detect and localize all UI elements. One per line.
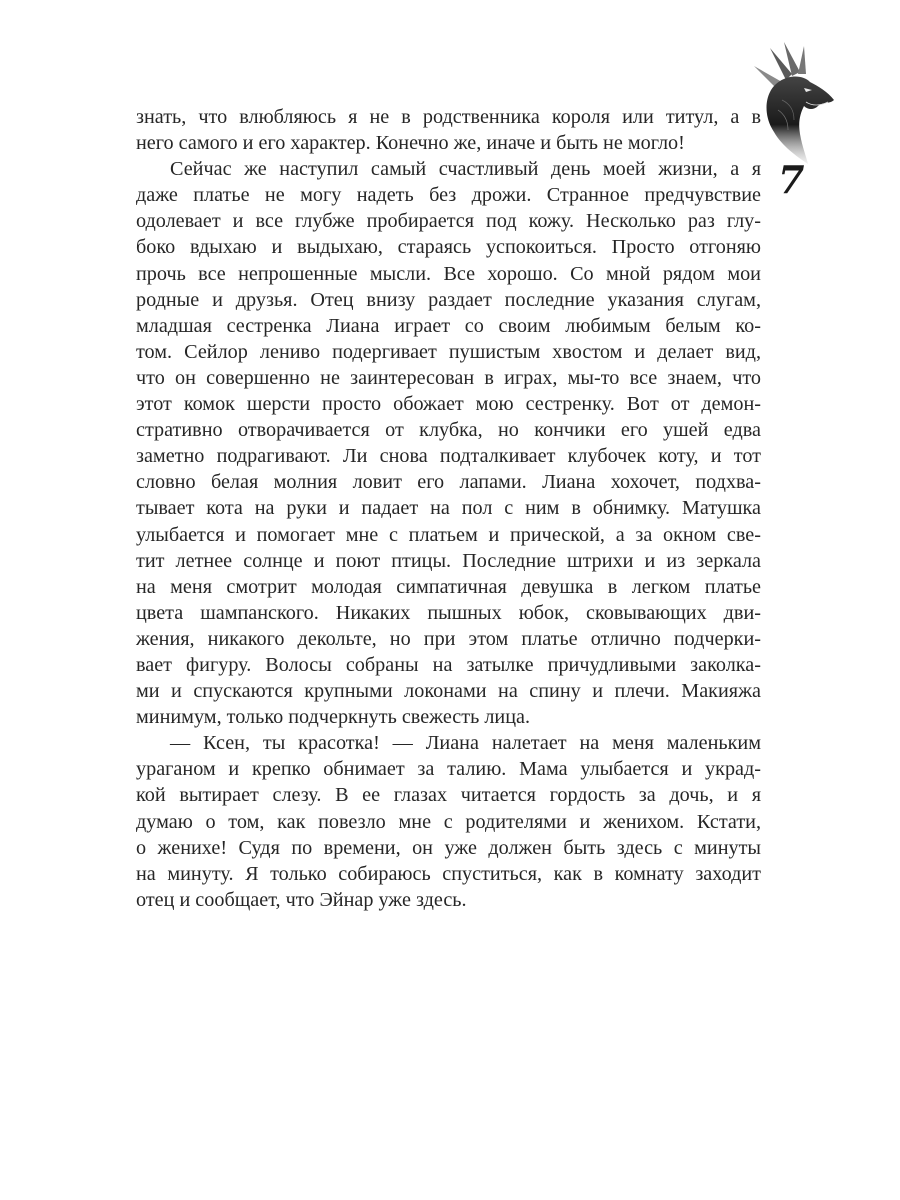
text-line: тит летнее солнце и поют птицы. Последние штрихи и из зеркала bbox=[136, 549, 761, 572]
text-line: думаю о том, как повезло мне с родителями и женихом. Кстати, bbox=[136, 810, 761, 833]
text-line: жения, никакого декольте, но при этом платье отлично подчерки- bbox=[136, 627, 761, 650]
text-line: о женихе! Судя по времени, он уже должен быть здесь с минуты bbox=[136, 836, 761, 859]
text-line: младшая сестренка Лиана играет со своим любимым белым ко- bbox=[136, 314, 761, 337]
text-line: отец и сообщает, что Эйнар уже здесь. bbox=[136, 888, 467, 911]
text-line: прочь все непрошенные мысли. Все хорошо. Со мной рядом мои bbox=[136, 262, 761, 285]
text-line: на меня смотрит молодая симпатичная девушка в легком платье bbox=[136, 575, 761, 598]
text-line: что он совершенно не заинтересован в играх, мы-то все знаем, что bbox=[136, 366, 761, 389]
text-line: улыбается и помогает мне с платьем и прической, а за окном све- bbox=[136, 523, 761, 546]
text-line: кой вытирает слезу. В ее глазах читается гордость за дочь, и я bbox=[136, 784, 761, 807]
text-line: вает фигуру. Волосы собраны на затылке причудливыми заколка- bbox=[136, 653, 761, 676]
text-line: ураганом и крепко обнимает за талию. Мама улыбается и украд- bbox=[136, 758, 761, 781]
text-line: знать, что влюбляюсь я не в родственника короля или титул, а в bbox=[136, 106, 761, 128]
text-line: заметно подрагивают. Ли снова подталкивает клубочек коту, и тот bbox=[136, 445, 761, 468]
text-line: стративно отворачивается от клубка, но кончики его ушей едва bbox=[136, 419, 761, 442]
text-line: родные и друзья. Отец внизу раздает последние указания слугам, bbox=[136, 288, 761, 311]
text-line: цвета шампанского. Никаких пышных юбок, сковывающих дви- bbox=[136, 601, 761, 624]
text-line: словно белая молния ловит его лапами. Лиана хохочет, подхва- bbox=[136, 471, 761, 494]
text-line: на минуту. Я только собираюсь спуститься, как в комнату заходит bbox=[136, 862, 761, 885]
text-line: минимум, только подчеркнуть свежесть лица. bbox=[136, 706, 531, 729]
text-line: боко вдыхаю и выдыхаю, стараясь успокоиться. Просто отгоняю bbox=[136, 236, 761, 259]
text-line: него самого и его характер. Конечно же, иначе и быть не могло! bbox=[136, 132, 685, 155]
page-number: 7 bbox=[778, 157, 805, 202]
text-line: одолевает и все глубже пробирается под кожу. Несколько раз глу- bbox=[136, 210, 761, 233]
dragon-head-icon bbox=[748, 40, 838, 165]
text-line: тывает кота на руки и падает на пол с ним в обнимку. Матушка bbox=[136, 497, 761, 520]
body-text bbox=[136, 104, 761, 913]
text-line: ми и спускаются крупными локонами на спину и плечи. Макияжа bbox=[136, 680, 761, 703]
text-line: том. Сейлор лениво подергивает пушистым хвостом и делает вид, bbox=[136, 340, 761, 363]
text-line: — Ксен, ты красотка! — Лиана налетает на меня маленьким bbox=[170, 732, 761, 755]
text-line: этот комок шерсти просто обожает мою сестренку. Вот от демон- bbox=[136, 393, 761, 416]
text-line: Сейчас же наступил самый счастливый день моей жизни, а я bbox=[170, 158, 761, 181]
text-line: даже платье не могу надеть без дрожи. Странное предчувствие bbox=[136, 184, 761, 207]
